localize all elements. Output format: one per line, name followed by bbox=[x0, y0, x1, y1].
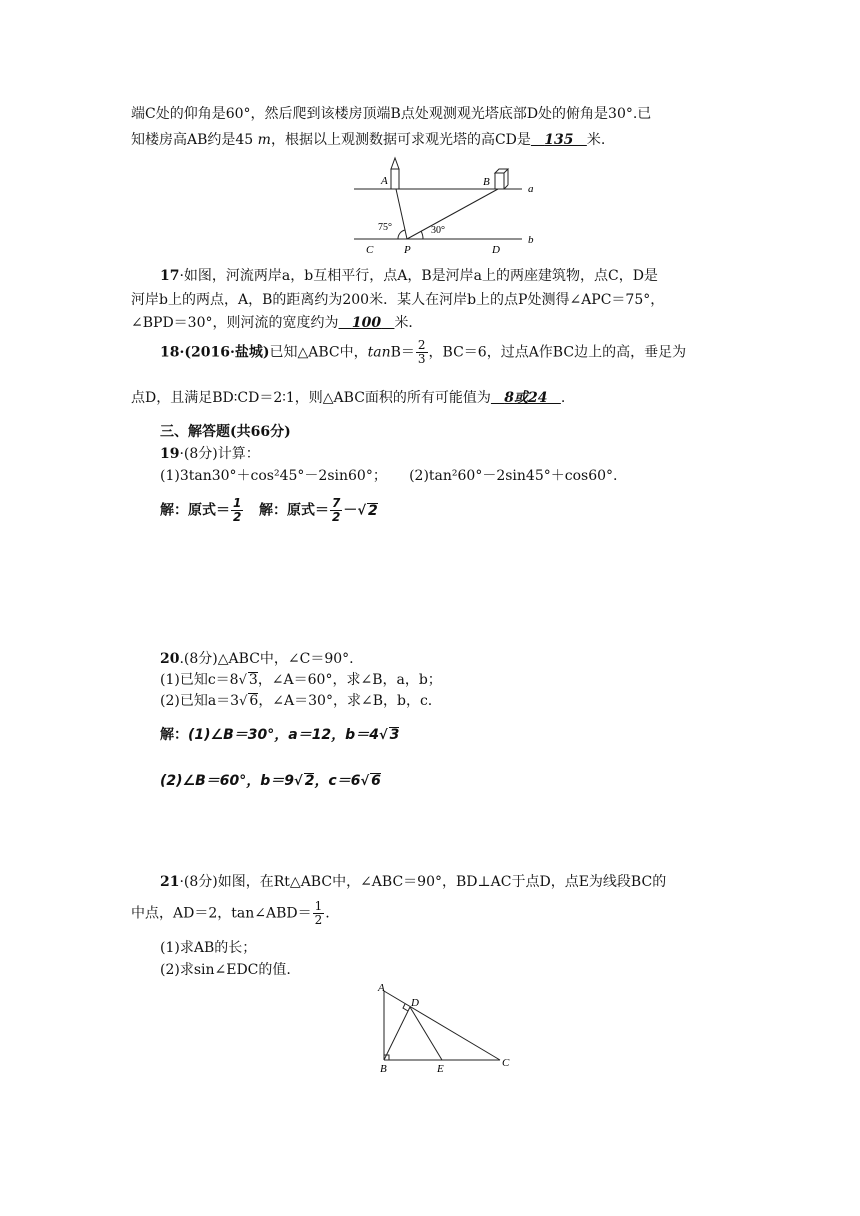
q19-header-text: ·(8分)计算： bbox=[179, 446, 260, 462]
q21-line1 bbox=[160, 872, 666, 892]
q19-sol2-fraction bbox=[330, 497, 342, 524]
q16-text: 知楼房高AB约是45 bbox=[131, 132, 258, 148]
q17-suffix: 米． bbox=[394, 315, 423, 331]
q17-text: ·如图，河流两岸a，b互相平行，点A，B是河岸a上的两座建筑物，点C，D是 bbox=[179, 268, 658, 284]
q18-line2 bbox=[131, 388, 565, 408]
label-A: A bbox=[378, 982, 385, 994]
label-C: C bbox=[502, 1057, 510, 1069]
q20-solution-1 bbox=[160, 725, 399, 746]
segment-de bbox=[410, 1007, 442, 1060]
label-B: B bbox=[380, 1063, 387, 1075]
q21-line2 bbox=[131, 900, 330, 927]
q18-suffix: . bbox=[560, 390, 566, 406]
q16-line2 bbox=[131, 130, 605, 150]
q19-sol1-num: 1 bbox=[233, 496, 242, 510]
building-b-shape bbox=[495, 169, 508, 189]
q18-fraction bbox=[416, 339, 428, 366]
label-P: P bbox=[404, 244, 411, 255]
q20-p2-suffix: ，∠A＝30°，求∠B，b，c. bbox=[258, 693, 433, 709]
q21-suffix: . bbox=[325, 905, 330, 922]
q19-sol1-den: 2 bbox=[233, 510, 242, 524]
q18-tan: tan bbox=[367, 344, 391, 361]
angle-arc-75 bbox=[398, 230, 405, 239]
q21-part1: (1)求AB的长； bbox=[160, 940, 257, 956]
q16-line1: 端C处的仰角是60°，然后爬到该楼房顶端B点处观测观光塔底部D处的俯角是30°.已 bbox=[131, 106, 652, 122]
segment-bd bbox=[384, 1007, 410, 1060]
q17-answer-blank bbox=[338, 315, 394, 331]
angle-label-30: 30° bbox=[431, 225, 445, 236]
q20-sol2-mid: ，c＝6 bbox=[314, 773, 361, 789]
label-a: a bbox=[528, 183, 534, 195]
q21-frac-den: 2 bbox=[314, 913, 323, 927]
q16-answer: 135 bbox=[544, 132, 574, 148]
q16-answer-blank bbox=[531, 132, 587, 148]
section-3-title: 三、解答题(共66分) bbox=[160, 424, 291, 440]
q16-unit: m bbox=[257, 132, 271, 148]
q17-line3 bbox=[131, 313, 422, 333]
q21-text1: ·(8分)如图，在Rt△ABC中，∠ABC＝90°，BD⊥AC于点D，点E为线段BC的 bbox=[179, 874, 667, 890]
q18-number: 18 bbox=[160, 344, 180, 361]
q19-sol1-label: 解：原式＝ bbox=[160, 502, 230, 519]
q20-p1-text: (1)已知c＝8 bbox=[160, 672, 239, 688]
angle-arc-30 bbox=[421, 231, 423, 239]
q18-frac-den: 3 bbox=[417, 352, 426, 366]
q20-sol2-text: (2)∠B＝60°，b＝9 bbox=[160, 773, 295, 789]
radical-icon: √ bbox=[378, 728, 388, 743]
q21-fraction bbox=[313, 900, 325, 927]
label-A: A bbox=[381, 175, 388, 187]
radical-icon: √ bbox=[360, 774, 370, 789]
q21-number: 21 bbox=[160, 874, 180, 890]
q20-sol1-text: (1)∠B＝30°，a＝12，b＝4 bbox=[188, 727, 379, 743]
radical-icon: √ bbox=[357, 503, 367, 519]
q20-p1-suffix: ，∠A＝60°，求∠B，a，b； bbox=[257, 672, 442, 688]
label-C: C bbox=[366, 244, 374, 255]
q21-text2: 中点，AD＝2，tan∠ABD＝ bbox=[131, 905, 312, 922]
q17-line2: 河岸b上的两点，A，B的距离约为200米．某人在河岸b上的点P处测得∠APC＝75°， bbox=[131, 292, 665, 308]
label-E: E bbox=[437, 1063, 444, 1075]
q18-answer: 8或24 bbox=[504, 390, 548, 406]
label-D: D bbox=[492, 244, 500, 255]
q20-number: 20 bbox=[160, 651, 180, 667]
label-B: B bbox=[483, 176, 490, 188]
q20-p2-radicand: 6 bbox=[249, 693, 259, 709]
q18-line1 bbox=[160, 339, 686, 366]
q18-source: ·(2016·盐城) bbox=[179, 344, 270, 361]
q19-parts bbox=[160, 466, 617, 486]
q20-header-text: .(8分)△ABC中，∠C＝90°. bbox=[179, 651, 354, 667]
q17-answer: 100 bbox=[351, 315, 382, 331]
q19-part1: (1)3tan30°＋cos²45°－2sin60°； bbox=[160, 468, 387, 484]
radical-icon: √ bbox=[238, 673, 247, 688]
q19-sol2-minus: － bbox=[343, 502, 358, 519]
q20-solution-2 bbox=[160, 771, 381, 792]
q20-part1 bbox=[160, 670, 442, 691]
triangle-figure bbox=[370, 980, 520, 1075]
q19-header bbox=[160, 444, 260, 464]
q16-suffix: 米. bbox=[586, 132, 606, 148]
q19-sol2-label: 解：原式＝ bbox=[258, 502, 329, 519]
q20-sol2-radicand: 2 bbox=[304, 773, 315, 789]
q18-frac-num: 2 bbox=[417, 338, 426, 352]
q19-sol1-fraction bbox=[231, 497, 243, 524]
q19-sol2-num: 7 bbox=[331, 496, 341, 510]
building-a-shape bbox=[391, 158, 399, 189]
river-figure bbox=[340, 155, 540, 255]
q17-line1 bbox=[160, 266, 658, 286]
q19-part2: (2)tan²60°－2sin45°＋cos60°. bbox=[409, 468, 618, 484]
q20-p1-radicand: 3 bbox=[248, 672, 258, 688]
q20-sol1-radicand: 3 bbox=[389, 727, 400, 743]
q20-sol2-radicand2: 6 bbox=[371, 773, 381, 789]
q18-text1: 已知△ABC中， bbox=[269, 344, 368, 361]
angle-label-75: 75° bbox=[378, 222, 392, 233]
line-pb bbox=[407, 189, 498, 239]
q20-header bbox=[160, 649, 354, 669]
q16-text-mid: ，根据以上观测数据可求观光塔的高CD是 bbox=[270, 132, 531, 148]
radical-icon: √ bbox=[294, 774, 303, 789]
label-b: b bbox=[528, 234, 534, 246]
label-D: D bbox=[411, 997, 419, 1009]
q21-frac-num: 1 bbox=[314, 899, 323, 913]
q17-text-3: ∠BPD＝30°，则河流的宽度约为 bbox=[131, 315, 339, 331]
q18-text4: 点D，且满足BD∶CD＝2∶1，则△ABC面积的所有可能值为 bbox=[131, 390, 491, 406]
q18-text3: ，BC＝6，过点A作BC边上的高，垂足为 bbox=[428, 344, 687, 361]
q18-answer-blank bbox=[491, 390, 561, 406]
q20-p2-text: (2)已知a＝3 bbox=[160, 693, 240, 709]
q17-number: 17 bbox=[160, 268, 180, 284]
q19-number: 19 bbox=[160, 446, 180, 462]
radical-icon: √ bbox=[239, 694, 248, 709]
q21-part2: (2)求sin∠EDC的值. bbox=[160, 962, 291, 978]
q19-solution bbox=[160, 497, 378, 525]
q19-sol2-radicand: 2 bbox=[368, 502, 378, 519]
q19-sol2-den: 2 bbox=[331, 510, 341, 524]
q18-text2: B＝ bbox=[390, 344, 415, 361]
q20-sol-label: 解： bbox=[160, 727, 188, 743]
q20-part2 bbox=[160, 691, 432, 712]
